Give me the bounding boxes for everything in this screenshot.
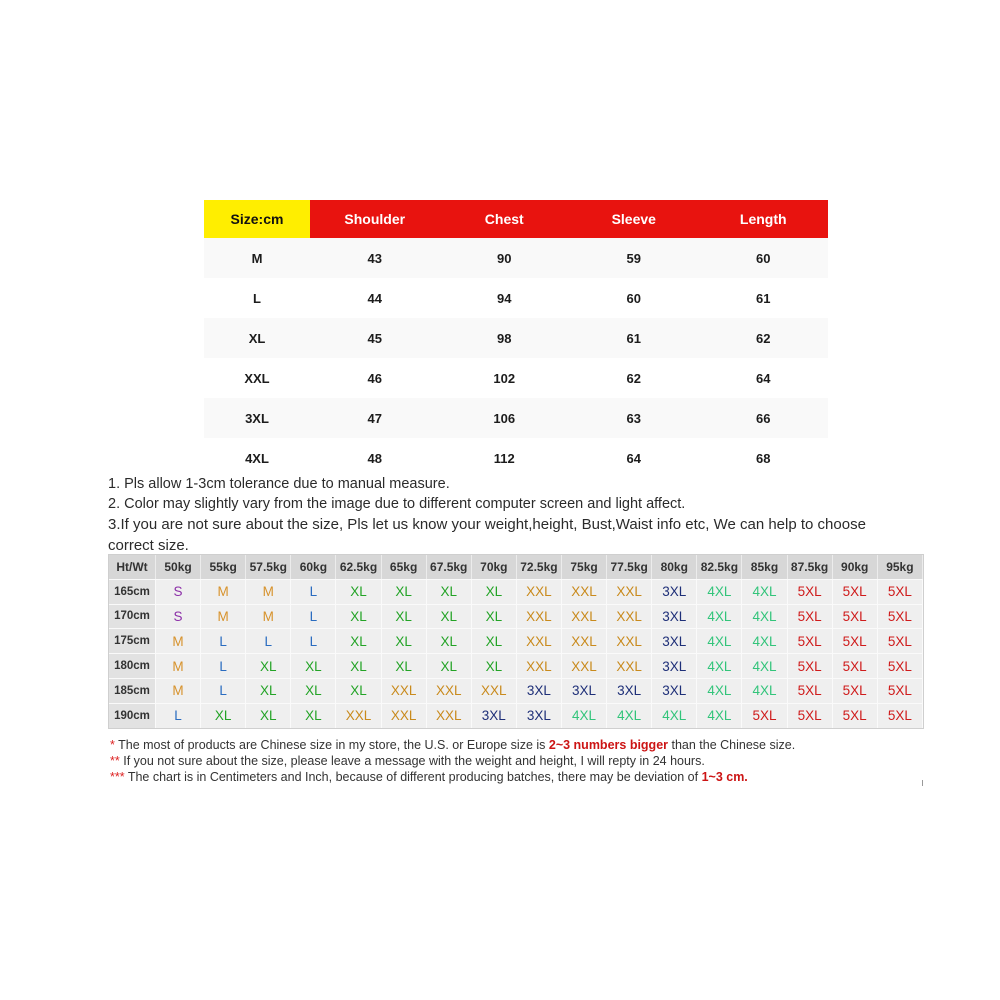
size-recommendation-cell: 4XL: [742, 604, 787, 629]
size-recommendation-cell: 5XL: [878, 604, 923, 629]
height-label-cell: 165cm: [109, 579, 156, 604]
size-recommendation-cell: XXL: [382, 678, 427, 703]
size-recommendation-cell: 4XL: [607, 703, 652, 728]
size-label-cell: M: [204, 238, 310, 278]
size-recommendation-cell: 3XL: [652, 628, 697, 653]
note-tolerance: 1. Pls allow 1-3cm tolerance due to manual measure.: [108, 476, 450, 492]
size-recommendation-cell: L: [291, 628, 336, 653]
size-recommendation-cell: M: [246, 579, 291, 604]
size-recommendation-cell: 4XL: [742, 653, 787, 678]
weight-header-cell: 65kg: [382, 555, 427, 579]
size-recommendation-cell: XL: [246, 653, 291, 678]
size-recommendation-cell: 5XL: [878, 653, 923, 678]
height-label-cell: 185cm: [109, 678, 156, 703]
hw-row: [109, 653, 923, 678]
size-recommendation-cell: 4XL: [742, 628, 787, 653]
size-label-cell: 3XL: [204, 398, 310, 438]
measurement-cell: 61: [569, 318, 699, 358]
weight-header-cell: 60kg: [291, 555, 336, 579]
measurement-cell: 102: [440, 358, 570, 398]
size-recommendation-cell: L: [156, 703, 201, 728]
size-recommendation-cell: XXL: [382, 703, 427, 728]
measurement-cell: 60: [569, 278, 699, 318]
size-recommendation-cell: S: [156, 579, 201, 604]
measurement-cell: 59: [569, 238, 699, 278]
size-recommendation-cell: XL: [291, 703, 336, 728]
measurement-cell: 61: [699, 278, 829, 318]
size-recommendation-cell: 4XL: [697, 579, 742, 604]
size-recommendation-cell: XXL: [517, 604, 562, 629]
height-label-cell: 190cm: [109, 703, 156, 728]
size-recommendation-cell: M: [156, 678, 201, 703]
size-recommendation-cell: XXL: [517, 628, 562, 653]
measurement-cell: 44: [310, 278, 440, 318]
size-recommendation-cell: XXL: [427, 703, 472, 728]
size-recommendation-cell: XL: [336, 653, 381, 678]
weight-header-cell: 70kg: [472, 555, 517, 579]
size-recommendation-cell: XL: [246, 678, 291, 703]
size-recommendation-cell: 4XL: [652, 703, 697, 728]
size-recommendation-cell: 3XL: [652, 579, 697, 604]
length-header-cell: Length: [699, 200, 829, 238]
weight-header-cell: 85kg: [742, 555, 787, 579]
size-recommendation-cell: 3XL: [652, 678, 697, 703]
size-recommendation-cell: XL: [427, 579, 472, 604]
divider: [922, 780, 923, 786]
size-recommendation-cell: XXL: [517, 579, 562, 604]
size-recommendation-cell: 3XL: [562, 678, 607, 703]
measurement-cell: 64: [569, 438, 699, 478]
weight-header-cell: 77.5kg: [607, 555, 652, 579]
hw-row: [109, 703, 923, 728]
size-recommendation-cell: XL: [246, 703, 291, 728]
size-recommendation-cell: 3XL: [472, 703, 517, 728]
size-recommendation-cell: 3XL: [652, 604, 697, 629]
footnote-highlight: 2~3 numbers bigger: [548, 738, 669, 752]
size-recommendation-cell: 4XL: [697, 628, 742, 653]
hw-corner-cell: Ht/Wt: [109, 555, 156, 579]
size-recommendation-cell: 3XL: [517, 678, 562, 703]
measurement-cell: 94: [440, 278, 570, 318]
size-recommendation-cell: XL: [427, 628, 472, 653]
size-recommendation-cell: 5XL: [833, 579, 878, 604]
notes-block: [108, 474, 908, 556]
shoulder-header-cell: Shoulder: [310, 200, 440, 238]
hw-header-row: [109, 555, 923, 579]
note-color: 2. Color may slightly vary from the image due to different computer screen and light affect.: [108, 496, 686, 512]
measurement-cell: 62: [569, 358, 699, 398]
size-table-header-row: [204, 200, 828, 238]
size-row: [204, 318, 828, 358]
measurement-cell: 47: [310, 398, 440, 438]
size-recommendation-cell: XL: [382, 579, 427, 604]
hw-row: [109, 579, 923, 604]
measurement-cell: 62: [699, 318, 829, 358]
size-row: [204, 278, 828, 318]
weight-header-cell: 72.5kg: [517, 555, 562, 579]
footnote-text: The most of products are Chinese size in my store, the U.S. or Europe size is: [118, 738, 549, 752]
size-recommendation-cell: XL: [336, 628, 381, 653]
size-recommendation-cell: 5XL: [833, 653, 878, 678]
size-recommendation-cell: 5XL: [788, 703, 833, 728]
size-recommendation-cell: M: [156, 653, 201, 678]
size-row: [204, 238, 828, 278]
measurement-cell: 68: [699, 438, 829, 478]
size-recommendation-cell: XXL: [517, 653, 562, 678]
size-recommendation-cell: XL: [382, 604, 427, 629]
size-recommendation-cell: XL: [382, 653, 427, 678]
weight-header-cell: 50kg: [156, 555, 201, 579]
measurement-cell: 66: [699, 398, 829, 438]
measurement-cell: 63: [569, 398, 699, 438]
footnote-stars: ***: [110, 770, 125, 784]
size-recommendation-cell: L: [291, 604, 336, 629]
weight-header-cell: 57.5kg: [246, 555, 291, 579]
size-recommendation-cell: 5XL: [878, 579, 923, 604]
weight-header-cell: 67.5kg: [427, 555, 472, 579]
hw-row: [109, 678, 923, 703]
size-recommendation-cell: 5XL: [878, 703, 923, 728]
size-recommendation-cell: 5XL: [833, 604, 878, 629]
size-recommendation-cell: L: [201, 653, 246, 678]
size-recommendation-cell: M: [246, 604, 291, 629]
weight-header-cell: 95kg: [878, 555, 923, 579]
size-label-cell: L: [204, 278, 310, 318]
weight-header-cell: 62.5kg: [336, 555, 381, 579]
size-recommendation-cell: XL: [427, 653, 472, 678]
size-recommendation-cell: XXL: [607, 579, 652, 604]
size-recommendation-cell: XXL: [562, 579, 607, 604]
weight-header-cell: 80kg: [652, 555, 697, 579]
footnote-text: The chart is in Centimeters and Inch, because of different producing batches, there may be deviation of: [127, 770, 702, 784]
footnote: [110, 753, 910, 769]
size-recommendation-cell: XL: [472, 604, 517, 629]
size-row: [204, 398, 828, 438]
size-recommendation-cell: 3XL: [607, 678, 652, 703]
weight-header-cell: 87.5kg: [788, 555, 833, 579]
size-recommendation-cell: 4XL: [562, 703, 607, 728]
size-recommendation-cell: XL: [336, 604, 381, 629]
measurement-cell: 112: [440, 438, 570, 478]
size-recommendation-cell: XL: [472, 628, 517, 653]
measurement-cell: 60: [699, 238, 829, 278]
size-recommendation-cell: 4XL: [742, 579, 787, 604]
footnote-text: If you not sure about the size, please leave a message with the weight and height, I will repty in 24 hours.: [123, 754, 705, 768]
weight-header-cell: 75kg: [562, 555, 607, 579]
measurement-cell: 45: [310, 318, 440, 358]
size-recommendation-cell: S: [156, 604, 201, 629]
size-recommendation-cell: 5XL: [833, 628, 878, 653]
measurement-cell: 106: [440, 398, 570, 438]
size-recommendation-cell: 4XL: [697, 678, 742, 703]
height-weight-chart: [108, 554, 924, 729]
size-recommendation-cell: M: [201, 579, 246, 604]
size-recommendation-cell: L: [291, 579, 336, 604]
weight-header-cell: 55kg: [201, 555, 246, 579]
size-recommendation-cell: 3XL: [517, 703, 562, 728]
height-label-cell: 180cm: [109, 653, 156, 678]
size-recommendation-cell: XL: [427, 604, 472, 629]
measurement-cell: 98: [440, 318, 570, 358]
weight-header-cell: 90kg: [833, 555, 878, 579]
size-recommendation-cell: 3XL: [652, 653, 697, 678]
size-recommendation-cell: 5XL: [878, 628, 923, 653]
footnote: [110, 737, 910, 753]
size-recommendation-cell: XL: [336, 678, 381, 703]
size-recommendation-cell: 5XL: [788, 579, 833, 604]
size-recommendation-cell: XXL: [607, 604, 652, 629]
size-recommendation-cell: XL: [382, 628, 427, 653]
measurement-cell: 46: [310, 358, 440, 398]
size-recommendation-cell: XL: [336, 579, 381, 604]
size-recommendation-cell: XL: [201, 703, 246, 728]
size-recommendation-cell: XL: [291, 653, 336, 678]
size-label-cell: 4XL: [204, 438, 310, 478]
size-recommendation-cell: 5XL: [788, 653, 833, 678]
sleeve-header-cell: Sleeve: [569, 200, 699, 238]
size-recommendation-cell: XXL: [607, 653, 652, 678]
size-recommendation-cell: L: [246, 628, 291, 653]
footnote: [110, 769, 910, 785]
size-recommendation-cell: 5XL: [878, 678, 923, 703]
size-row: [204, 358, 828, 398]
footnote-highlight: 1~3 cm.: [701, 770, 748, 784]
size-recommendation-cell: XL: [291, 678, 336, 703]
size-recommendation-cell: L: [201, 678, 246, 703]
size-recommendation-cell: XL: [472, 579, 517, 604]
size-recommendation-cell: 4XL: [697, 653, 742, 678]
size-recommendation-cell: 5XL: [833, 678, 878, 703]
size-recommendation-cell: 4XL: [697, 604, 742, 629]
hw-row: [109, 628, 923, 653]
size-label-cell: XL: [204, 318, 310, 358]
size-recommendation-cell: M: [156, 628, 201, 653]
note-size-help: 3.If you are not sure about the size, Pls let us know your weight,height, Bust,Waist info etc, We can help to choose correct size.: [108, 516, 866, 554]
size-label-cell: XXL: [204, 358, 310, 398]
size-header-cell: Size:cm: [204, 200, 310, 238]
size-recommendation-cell: XXL: [562, 604, 607, 629]
size-recommendation-cell: XXL: [336, 703, 381, 728]
size-recommendation-cell: 5XL: [742, 703, 787, 728]
weight-header-cell: 82.5kg: [697, 555, 742, 579]
size-recommendation-cell: XXL: [562, 628, 607, 653]
size-recommendation-cell: 5XL: [788, 678, 833, 703]
measurement-cell: 90: [440, 238, 570, 278]
size-recommendation-cell: XXL: [427, 678, 472, 703]
size-recommendation-cell: 4XL: [697, 703, 742, 728]
measurement-cell: 64: [699, 358, 829, 398]
hw-row: [109, 604, 923, 629]
footnote-stars: *: [110, 738, 115, 752]
footnote-text: than the Chinese size.: [668, 738, 796, 752]
height-label-cell: 170cm: [109, 604, 156, 629]
footnotes-block: [110, 737, 910, 785]
chest-header-cell: Chest: [440, 200, 570, 238]
size-row: [204, 438, 828, 478]
size-recommendation-cell: XXL: [472, 678, 517, 703]
size-recommendation-cell: 4XL: [742, 678, 787, 703]
size-measurement-table: [204, 200, 828, 478]
height-label-cell: 175cm: [109, 628, 156, 653]
size-recommendation-cell: 5XL: [833, 703, 878, 728]
measurement-cell: 43: [310, 238, 440, 278]
size-recommendation-cell: L: [201, 628, 246, 653]
size-recommendation-cell: XXL: [607, 628, 652, 653]
size-recommendation-cell: XXL: [562, 653, 607, 678]
size-recommendation-cell: 5XL: [788, 604, 833, 629]
size-recommendation-cell: M: [201, 604, 246, 629]
measurement-cell: 48: [310, 438, 440, 478]
size-recommendation-cell: XL: [472, 653, 517, 678]
footnote-stars: **: [110, 754, 120, 768]
size-recommendation-cell: 5XL: [788, 628, 833, 653]
